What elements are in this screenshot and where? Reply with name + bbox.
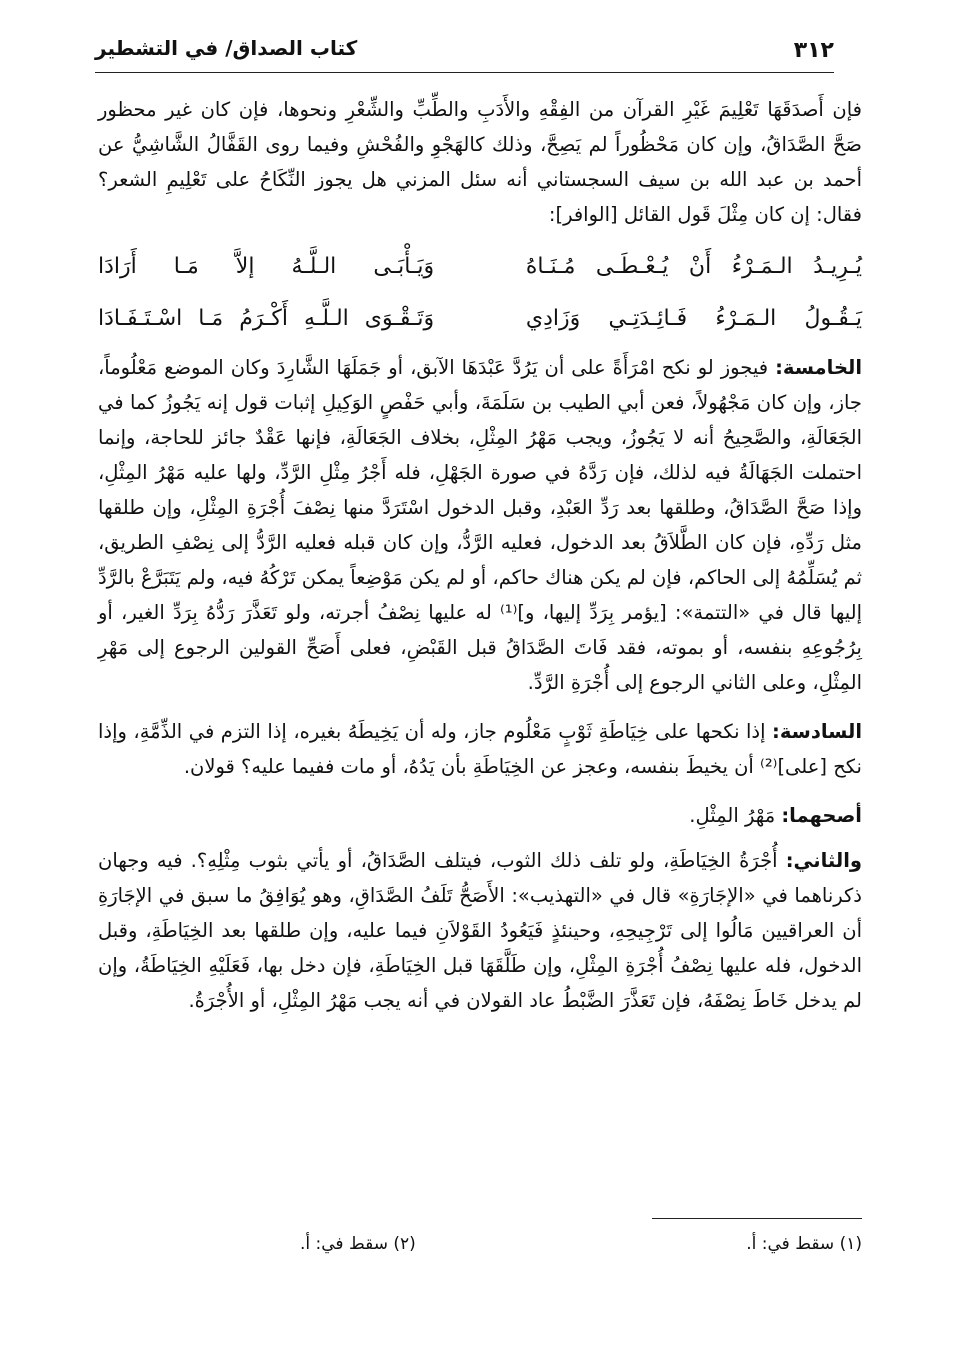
- paragraph-intro: فإن أَصدَقَهَا تَعْلِيمَ غَيْرِ القرآن من الفِقْهِ والأَدَبِ والطِّبِّ والشِّعْرِ ونحوها، فإن كان غير محظور صَحَّ الصَّدَاقُ، وإن كان مَحْظُوراً لم يَصِحَّ، وذلك كالهَجْوِ والفُحْشِ وفيما روى القَفَّالُ الشَّاشِيُّ عن أحمد بن عبد الله بن سيف السجستاني أنه سئل المزني هل يجوز النِّكَاحُ على تَعْلِيمِ الشعر؟ فقال: إن كان مِثْلَ قَول القائل [الوافر]:: [98, 98, 862, 226]
- poem-hemistich-right: يُـرِيـدُ الـمَـرْءُ أَنْ يُـعْـطَـى مُـنَـاهُ: [525, 253, 862, 279]
- paragraph-sixth-text: إذا نكحها على خِيَاطَةِ ثَوْبٍ مَعْلُوم جاز، وله أن يَخِيطَهُ بغيره، إذا التزم في الذِّمَّةِ، وإذا نكح [على]⁽²⁾ أن يخيطَ بنفسه، وعجز عن الخِيَاطَةِ بأن يَدُهُ، أو مات ففيما عليه؟ قولان.: [98, 720, 862, 778]
- paragraph-second-opinion: [98, 843, 862, 1018]
- poem-verse: [98, 292, 862, 344]
- poem-hemistich-left: وَيَـأْبَـى الـلَّـهُ إلاَّ مَـا أَرَادَا: [98, 253, 435, 279]
- footnote-2: (٢) سقط في: أ.: [300, 1234, 416, 1254]
- poem-hemistich-left: وَتَـقْـوَى الـلَّـهِ أَكْـرَمُ مَـا اسْـتَـفَـادَا: [98, 305, 435, 331]
- poem-hemistich-right: يَـقُـولُ الـمَـرْءُ فَـائِـدَتِـي وَزَادِي: [525, 305, 862, 331]
- term-fifth: الخامسة:: [775, 356, 862, 379]
- term-second-opinion: والثاني:: [785, 849, 863, 872]
- page-number: ٣١٢: [793, 38, 834, 63]
- term-first-opinion: أصحهما:: [781, 804, 862, 827]
- paragraph-fifth: [98, 350, 862, 700]
- poem: [98, 240, 862, 344]
- paragraph-second-opinion-text: أُجْرَةُ الخِيَاطَةِ، ولو تلف ذلك الثوب، فيتلف الصَّدَاقُ، أو يأتي بثوب مِثْلِهِ؟. فيه وجهان ذكرناهما في «الإجَارَةِ» قال في «التهذيب»: الأَصَحُّ تَلَفُ الصَّدَاقِ، وهو يُوَافِقُ ما سبق في الإجَارَةِ أن العراقيين مَالُوا إلى تَرْجِيحِهِ، وحينئذٍ فَيَعُودُ القَوْلاَنِ فيما عليه، وإن طلقها بعد الخِيَاطَةِ، وقبل الدخول، فله عليها نِصْفُ أُجْرَةِ المِثْلِ، وإن طَلَّقَهَا قبل الخِيَاطَةِ، فإن دخل بها، فَعَلَيْهِ الخِيَاطَةُ، وإن لم يدخل خَاطَ نِصْفَهُ، فإن تَعَذَّرَ الضَّبْطُ عاد القولان في أنه يجب مَهْرُ المِثْلِ، أو الأُجْرَةُ.: [98, 849, 862, 1012]
- main-text: [98, 92, 862, 1018]
- running-title: كتاب الصداق/ في التشطير: [95, 36, 358, 60]
- footnotes: [300, 1234, 862, 1254]
- footnote-1: (١) سقط في: أ.: [746, 1234, 862, 1254]
- poem-verse: [98, 240, 862, 292]
- term-sixth: السادسة:: [772, 720, 863, 743]
- paragraph-first-opinion-text: مَهْرُ المِثْلِ.: [689, 804, 776, 827]
- paragraph-first-opinion: [98, 798, 862, 833]
- paragraph-sixth: [98, 714, 862, 784]
- footnote-divider: [652, 1218, 862, 1219]
- page-header: [95, 32, 834, 73]
- paragraph-fifth-text: فيجوز لو نكح امْرَأَةً على أن يَرُدَّ عَبْدَهَا الآبق، أو جَمَلَهَا الشَّارِدَ وكان الموضع مَعْلُوماً، جاز، وإن كان مَجْهُولاً، فعن أبي الطيب بن سَلَمَةَ، وأبي حَفْصٍ الوَكِيلِ إثبات قول إنه يَجُوزُ كما في الجَعَالَةِ، والصَّحِيحُ أنه لا يَجُوزُ، ويجب مَهْرُ المِثْلِ، بخلاف الجَعَالَةِ، فإنها عَقْدٌ جائز للحاجة، وإنما احتملت الجَهَالَةُ فيه لذلك، فإن رَدَّهُ في صورة الجَهْلِ، فله أَجْرُ مِثْلِ الرَّدِّ، ولها عليه مَهْرُ المِثْلِ، وإذا صَحَّ الصَّدَاقُ، وطلقها بعد رَدِّ العَبْدِ، وقبل الدخول اسْتَرَدَّ منها نِصْفَ أُجْرَةِ المِثْلِ، وإن طلقها مثل رَدِّهِ، فإن كان الطَّلاَقُ بعد الدخول، فعليه الرَّدُّ، وإن كان قبله فعليه الرَّدُّ إلى نِصْفِ الطريق، ثم يُسَلِّمُهُ إلى الحاكم، فإن لم يكن هناك حاكم، أو لم يكن مَوْضِعاً يمكن تَرْكُهُ فيه، ولم يَتَبَرَّعْ بالرَّدِّ إليها قال في «التتمة»: [يؤمر بِرَدِّ إليها، و]⁽¹⁾ له عليها نِصْفُ أجرته، ولو تَعَذَّرَ رَدُّهُ بِرَدِّ الغير، أو بِرُجُوعِهِ بنفسه، أو بموته، فقد فَاتَ الصَّدَاقُ قبل القَبْضِ، فعلى أَصَحِّ القولين الرجوع إلى مَهْرِ المِثْلِ، وعلى الثاني الرجوع إلى أُجْرَةِ الرَّدِّ.: [98, 356, 862, 694]
